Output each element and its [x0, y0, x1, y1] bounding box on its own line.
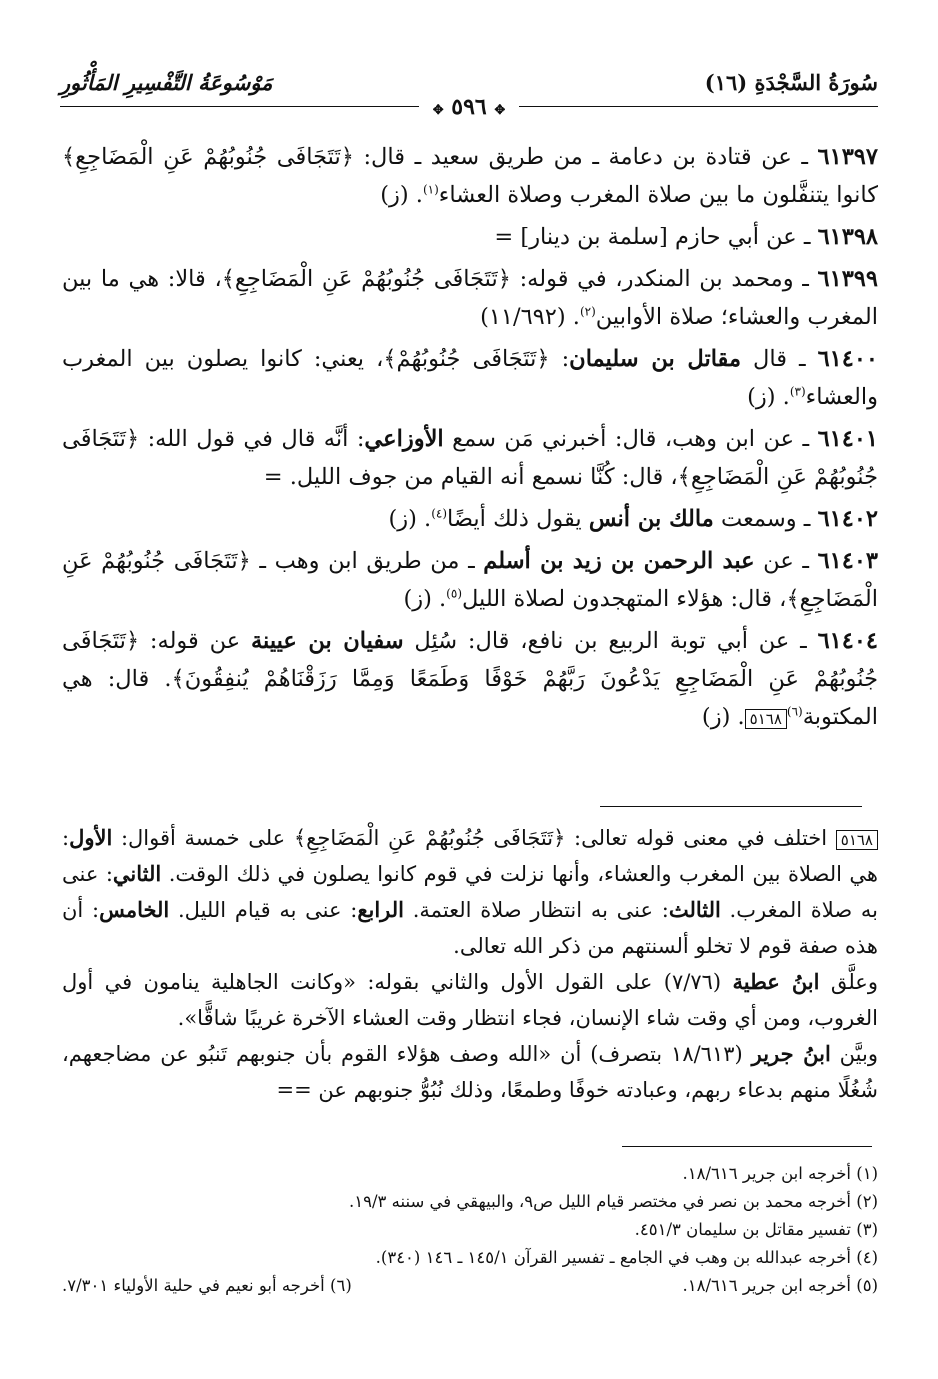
text-run: : أن هذه صفة قوم لا تخلو ألسنتهم من ذكر الله تعالى.: [62, 898, 878, 958]
text-run: ﴿تَتَجَافَى جُنُوبُهُمْ عَنِ الْمَضَاجِعِ يَدْعُونَ رَبَّهُمْ خَوْفًا وَطَمَعًا وَمِمَّا رَزَقْنَاهُمْ يُنفِقُونَ﴾: [62, 628, 878, 692]
bold-name: مالك بن أنس: [588, 506, 714, 532]
narration: [62, 218, 878, 256]
text-run: . (١١/٦٩٢): [480, 304, 580, 330]
footnote-ref: (٣): [789, 384, 806, 399]
text-run: اختلف في معنى قوله تعالى:: [565, 826, 836, 850]
ornament-icon: ✥: [432, 103, 444, 118]
text-run: ، قال: هؤلاء المتهجدون لصلاة الليل: [462, 586, 787, 612]
text-run: على خمسة أقوال:: [112, 826, 294, 850]
text-run: (١٨/٦١٣ بتصرف) أن «الله وصف هؤلاء القوم بأن جنوبهم تَنبُو عن مضاجعهم، شُغُلًا منهم بدعاء ربهم، وعبادته خوفًا وطمعًا، وذلك نُبُوُّ جنوبهم عن ==: [62, 1042, 878, 1102]
footnote: (٦) أخرجه أبو نعيم في حلية الأولياء ٧/٣٠١.: [62, 1276, 352, 1295]
ornament-icon: ✥: [494, 103, 506, 118]
bold-name: ابنُ عطية: [732, 969, 820, 994]
commentary-ref-box: ٥١٦٨: [836, 830, 878, 850]
text-run: ـ عن قتادة بن دعامة ـ من طريق سعيد ـ قال:: [353, 144, 818, 170]
footnote-ref: (٤): [431, 506, 448, 521]
bold-name: الرابع: [357, 897, 405, 922]
footnote-ref: (١): [422, 182, 439, 197]
bold-name: ابنُ جرير: [751, 1041, 831, 1066]
text-run: . (ز): [701, 704, 745, 730]
text-run: ـ عن ابن وهب، قال: أخبرني مَن سمع: [443, 426, 818, 452]
text-run: ، يعني: كانوا يصلون بين المغرب والعشاء: [62, 346, 878, 410]
footnote-row: [62, 1272, 878, 1300]
text-run: :: [549, 346, 570, 372]
narration: [62, 340, 878, 416]
text-run: ـ عن أبي حازم [سلمة بن دينار] =: [494, 224, 818, 250]
text-run: . (ز): [747, 384, 790, 410]
commentary-paragraph: [62, 1036, 878, 1108]
narration: [62, 420, 878, 496]
commentary: [62, 820, 878, 1108]
text-run: عن قوله:: [139, 628, 251, 654]
text-run: ﴿تَتَجَافَى جُنُوبُهُمْ عَنِ الْمَضَاجِعِ﴾: [221, 266, 511, 292]
footnote: (٢) أخرجه محمد بن نصر في مختصر قيام الليل ص٩، والبيهقي في سننه ١٩/٣.: [349, 1192, 878, 1211]
text-run: ، قال: كُنَّا نسمع أنه القيام من جوف الليل. =: [263, 464, 678, 490]
narration: [62, 500, 878, 538]
footnote-ref: (٢): [579, 304, 596, 319]
narration: [62, 260, 878, 336]
narration-number: ٦١٤٠٠: [817, 346, 878, 372]
text-run: : عنى به قيام الليل.: [169, 898, 358, 922]
text-run: ﴿تَتَجَافَى جُنُوبُهُمْ عَنِ الْمَضَاجِعِ﴾: [62, 426, 878, 490]
commentary-separator: [600, 806, 862, 807]
text-run: . (ز): [388, 506, 432, 532]
footnote-ref: (٥): [446, 586, 462, 601]
bold-name: عبد الرحمن بن زيد بن أسلم: [483, 548, 755, 574]
bold-name: الثاني: [112, 861, 162, 886]
footnotes: [62, 1160, 878, 1300]
surah-title: سُورَةُ السَّجْدَةِ (١٦): [704, 70, 878, 95]
text-run: يقول ذلك أيضًا: [447, 506, 589, 532]
commentary-paragraph: [62, 820, 878, 964]
text-run: . قال: هي المكتوبة: [62, 666, 878, 730]
narration-number: ٦١٤٠٢: [817, 506, 878, 532]
page-number: ✥ ٥٩٦ ✥: [419, 94, 519, 120]
book-title: مَوْسُوعَةُ التَّفْسِيرِ المَأْثُورِ: [60, 70, 273, 95]
text-run: : عنى به صلاة المغرب.: [62, 862, 878, 922]
footnote-ref: (٦): [786, 704, 803, 719]
text-run: وعلَّق: [819, 970, 878, 994]
text-run: : أنَّه قال في قول الله:: [139, 426, 365, 452]
narration-number: ٦١٤٠٤: [817, 628, 878, 654]
narration-number: ٦١٣٩٧: [817, 144, 878, 170]
text-run: ﴿تَتَجَافَى جُنُوبُهُمْ عَنِ الْمَضَاجِعِ﴾: [62, 144, 354, 170]
footnote: (٥) أخرجه ابن جرير ١٨/٦١٦.: [682, 1276, 878, 1295]
text-run: كانوا يتنفَّلون ما بين صلاة المغرب وصلاة العشاء: [438, 182, 878, 208]
text-run: ـ من طريق ابن وهب ـ: [250, 548, 484, 574]
text-run: (٧/٧٦) على القول الأول والثاني بقوله: «وكانت الجاهلية ينامون في أول الغروب، ومن أي وقت شاء الإنسان، فجاء انتظار وقت العشاء الآخرة غريبًا شاقًّا».: [62, 970, 878, 1030]
footnote: (٣) تفسير مقاتل بن سليمان ٤٥١/٣.: [634, 1220, 878, 1239]
bold-name: مقاتل بن سليمان: [569, 346, 741, 372]
text-run: . (ز): [380, 182, 423, 208]
commentary-ref-box: ٥١٦٨: [745, 709, 787, 729]
narration-number: ٦١٣٩٨: [817, 224, 878, 250]
narrations: [62, 138, 878, 740]
bold-name: سفيان بن عيينة: [250, 628, 404, 654]
text-run: ـ قال: [741, 346, 818, 372]
text-run: ـ ومحمد بن المنكدر، في قوله:: [510, 266, 818, 292]
text-run: ﴿تَتَجَافَى جُنُوبُهُمْ عَنِ الْمَضَاجِعِ﴾: [62, 548, 878, 612]
narration-number: ٦١٤٠١: [817, 426, 878, 452]
text-run: : عنى به انتظار صلاة العتمة.: [404, 898, 669, 922]
bold-name: الخامس: [99, 897, 170, 922]
text-run: ـ عن أبي توبة الربيع بن نافع، قال: سُئِل: [403, 628, 818, 654]
footnote-separator: [622, 1146, 872, 1147]
commentary-paragraph: [62, 964, 878, 1036]
text-run: ﴿تَتَجَافَى جُنُوبُهُمْ﴾: [383, 346, 550, 372]
footnote: (١) أخرجه ابن جرير ١٨/٦١٦.: [682, 1164, 878, 1183]
text-run: وبيَّن: [830, 1042, 878, 1066]
bold-name: الثالث: [668, 897, 721, 922]
text-run: ، قالا: هي ما بين المغرب والعشاء؛ صلاة الأوابين: [62, 266, 878, 330]
narration: [62, 542, 878, 618]
text-run: . (ز): [403, 586, 447, 612]
narration-number: ٦١٤٠٣: [817, 548, 878, 574]
text-run: : هي الصلاة بين المغرب والعشاء، وأنها نزلت في قوم كانوا يصلون في ذلك الوقت.: [62, 826, 879, 886]
narration-number: ٦١٣٩٩: [817, 266, 878, 292]
bold-name: الأول: [69, 825, 113, 850]
bold-name: الأوزاعي: [364, 426, 444, 452]
narration: [62, 138, 878, 214]
footnote: (٤) أخرجه عبدالله بن وهب في الجامع ـ تفسير القرآن ١٤٥/١ ـ ١٤٦ (٣٤٠).: [375, 1248, 878, 1267]
text-run: ـ عن: [754, 548, 818, 574]
text-run: ـ وسمعت: [713, 506, 818, 532]
text-run: ﴿تَتَجَافَى جُنُوبُهُمْ عَنِ الْمَضَاجِعِ﴾: [293, 826, 566, 850]
narration: [62, 622, 878, 736]
